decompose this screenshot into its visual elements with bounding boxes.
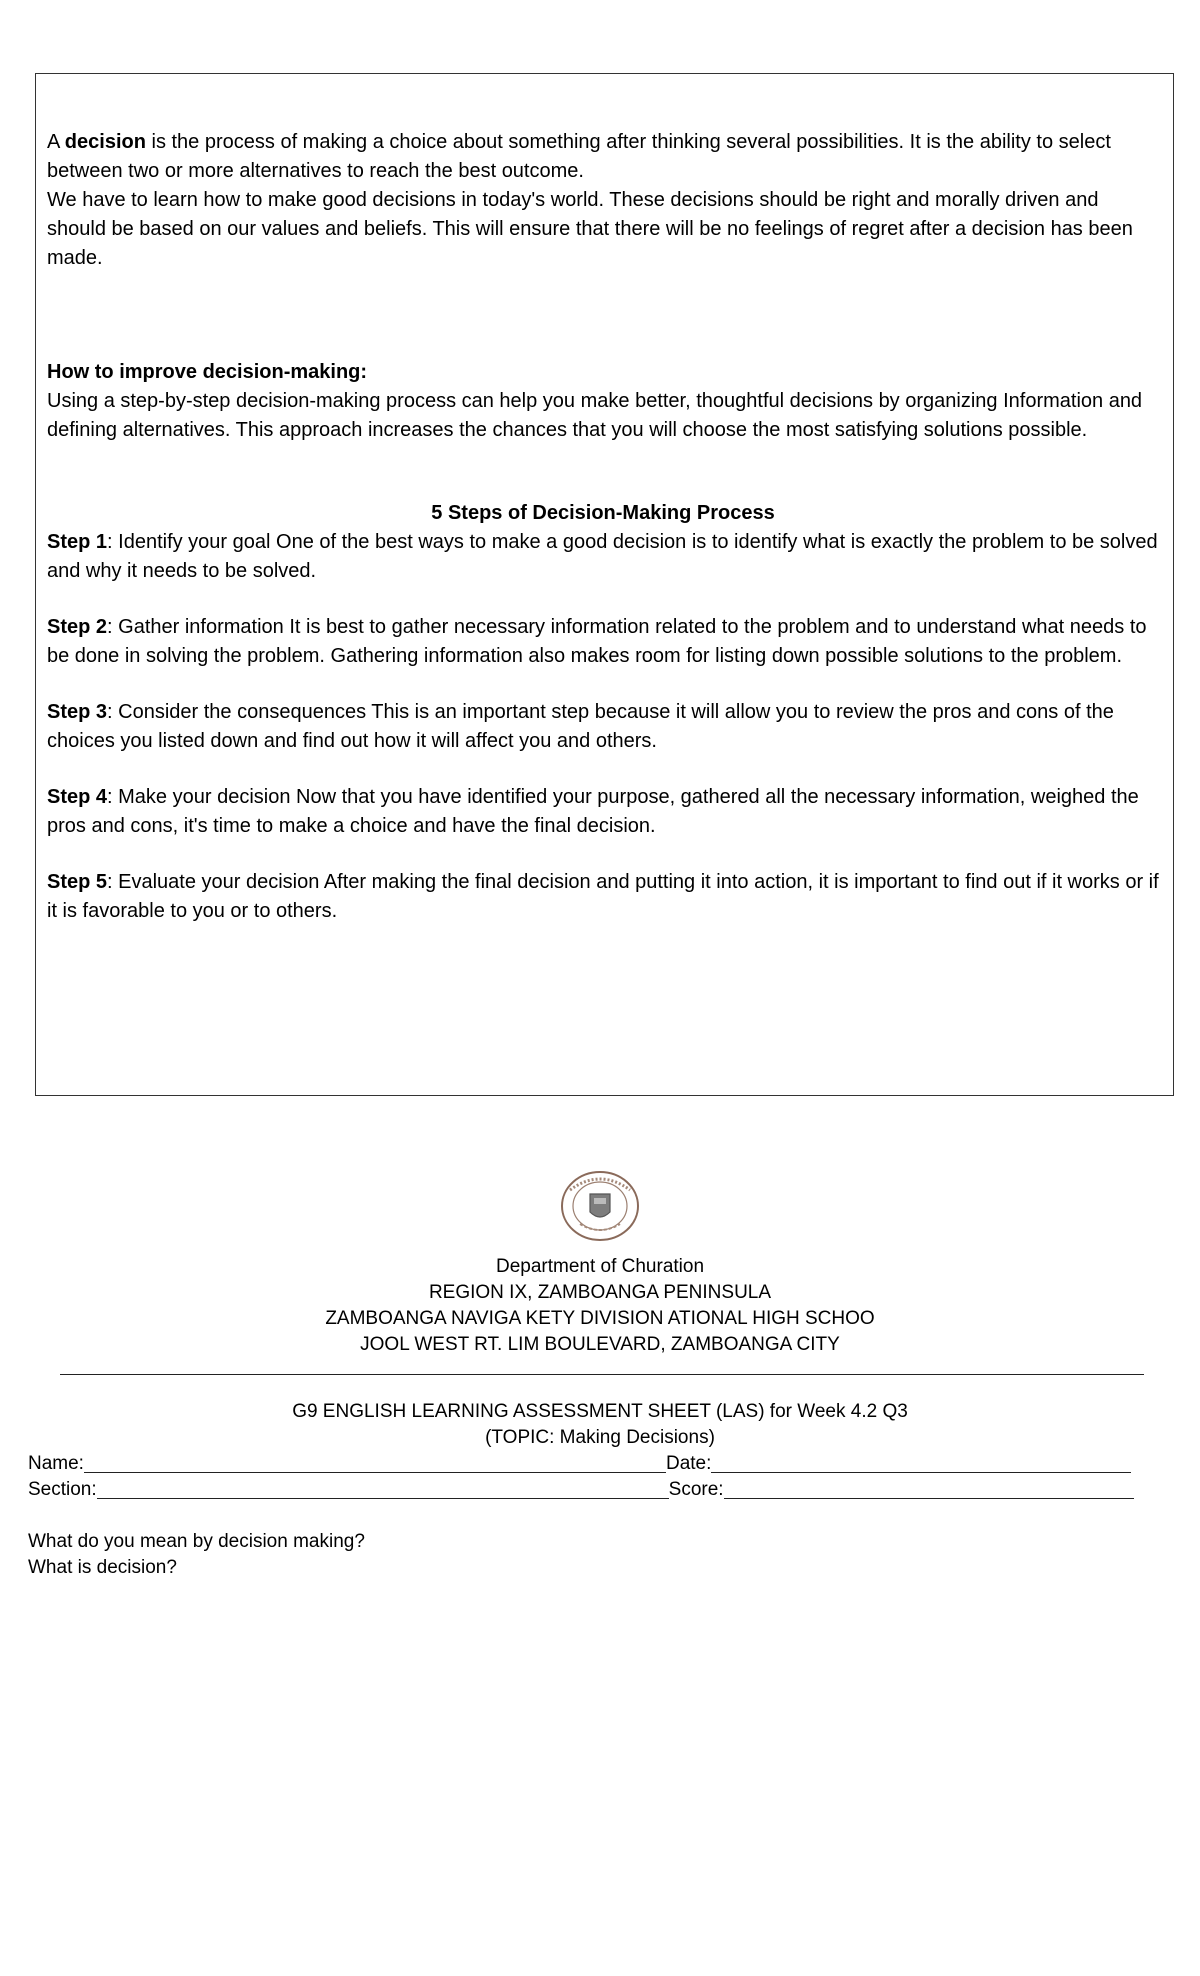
step-item: Step 5: Evaluate your decision After making the final decision and putting it into action, it is important to find out if it works or if it is favorable to you or to others. [47,871,1159,922]
date-field[interactable] [711,1452,1131,1473]
name-date-row [28,1451,1172,1477]
school-address: JOOL WEST RT. LIM BOULEVARD, ZAMBOANGA CITY [360,1334,840,1355]
question-item: What is decision? [28,1557,177,1578]
question-list [28,1529,1172,1581]
section-label: Section: [28,1479,97,1500]
intro-term: decision [64,131,146,153]
date-label: Date: [665,1453,712,1474]
divider-line [60,1360,1144,1375]
deped-seal-icon [558,1168,642,1244]
question-item: What do you mean by decision making? [28,1531,365,1552]
lesson-box [35,73,1174,1096]
step-item: Step 4: Make your decision Now that you have identified your purpose, gathered all the necessary information, weighed the pros and cons, it's time to make a choice and have the final decision. [47,786,1139,837]
intro-paragraph: A decision is the process of making a choice about something after thinking several possibilities. It is the ability to select between two or more alternatives to reach the best outcome. [47,131,1111,182]
improve-text: Using a step-by-step decision-making process can help you make better, thoughtful decisions by organizing Information and defining alternatives. This approach increases the chances that you will choose the most satisfying solutions possible. [47,390,1143,441]
step-item: Step 3: Consider the consequences This is an important step because it will allow you to review the pros and cons of the choices you listed down and find out how it will affect you and others. [47,701,1114,752]
name-label: Name: [28,1453,84,1474]
step-item: Step 2: Gather information It is best to gather necessary information related to the problem and to understand what needs to be done in solving the problem. Gathering information also makes room for listing down possible solutions to the problem. [47,616,1147,667]
sheet-topic: (TOPIC: Making Decisions) [485,1427,715,1448]
steps-heading: 5 Steps of Decision-Making Process [431,502,775,524]
assessment-sheet [28,1168,1172,1581]
name-field[interactable] [84,1452,666,1473]
region-name: REGION IX, ZAMBOANGA PENINSULA [428,1282,772,1303]
department-name: Department of Churation [495,1256,705,1277]
score-field[interactable] [724,1478,1134,1499]
intro-paragraph-2: We have to learn how to make good decisions in today's world. These decisions should be right and morally driven and should be based on our values and beliefs. This will ensure that there will be no feelings of regret after a decision has been made. [47,189,1133,269]
sheet-title: G9 ENGLISH LEARNING ASSESSMENT SHEET (LAS) for Week 4.2 Q3 [292,1401,908,1422]
step-item: Step 1: Identify your goal One of the best ways to make a good decision is to identify what is exactly the problem to be solved and why it needs to be solved. [47,531,1158,582]
improve-heading: How to improve decision-making: [47,361,368,383]
section-score-row [28,1477,1172,1503]
section-field[interactable] [97,1478,669,1499]
score-label: Score: [668,1479,724,1500]
school-name: ZAMBOANGA NAVIGA KETY DIVISION ATIONAL HIGH SCHOO [325,1308,875,1329]
